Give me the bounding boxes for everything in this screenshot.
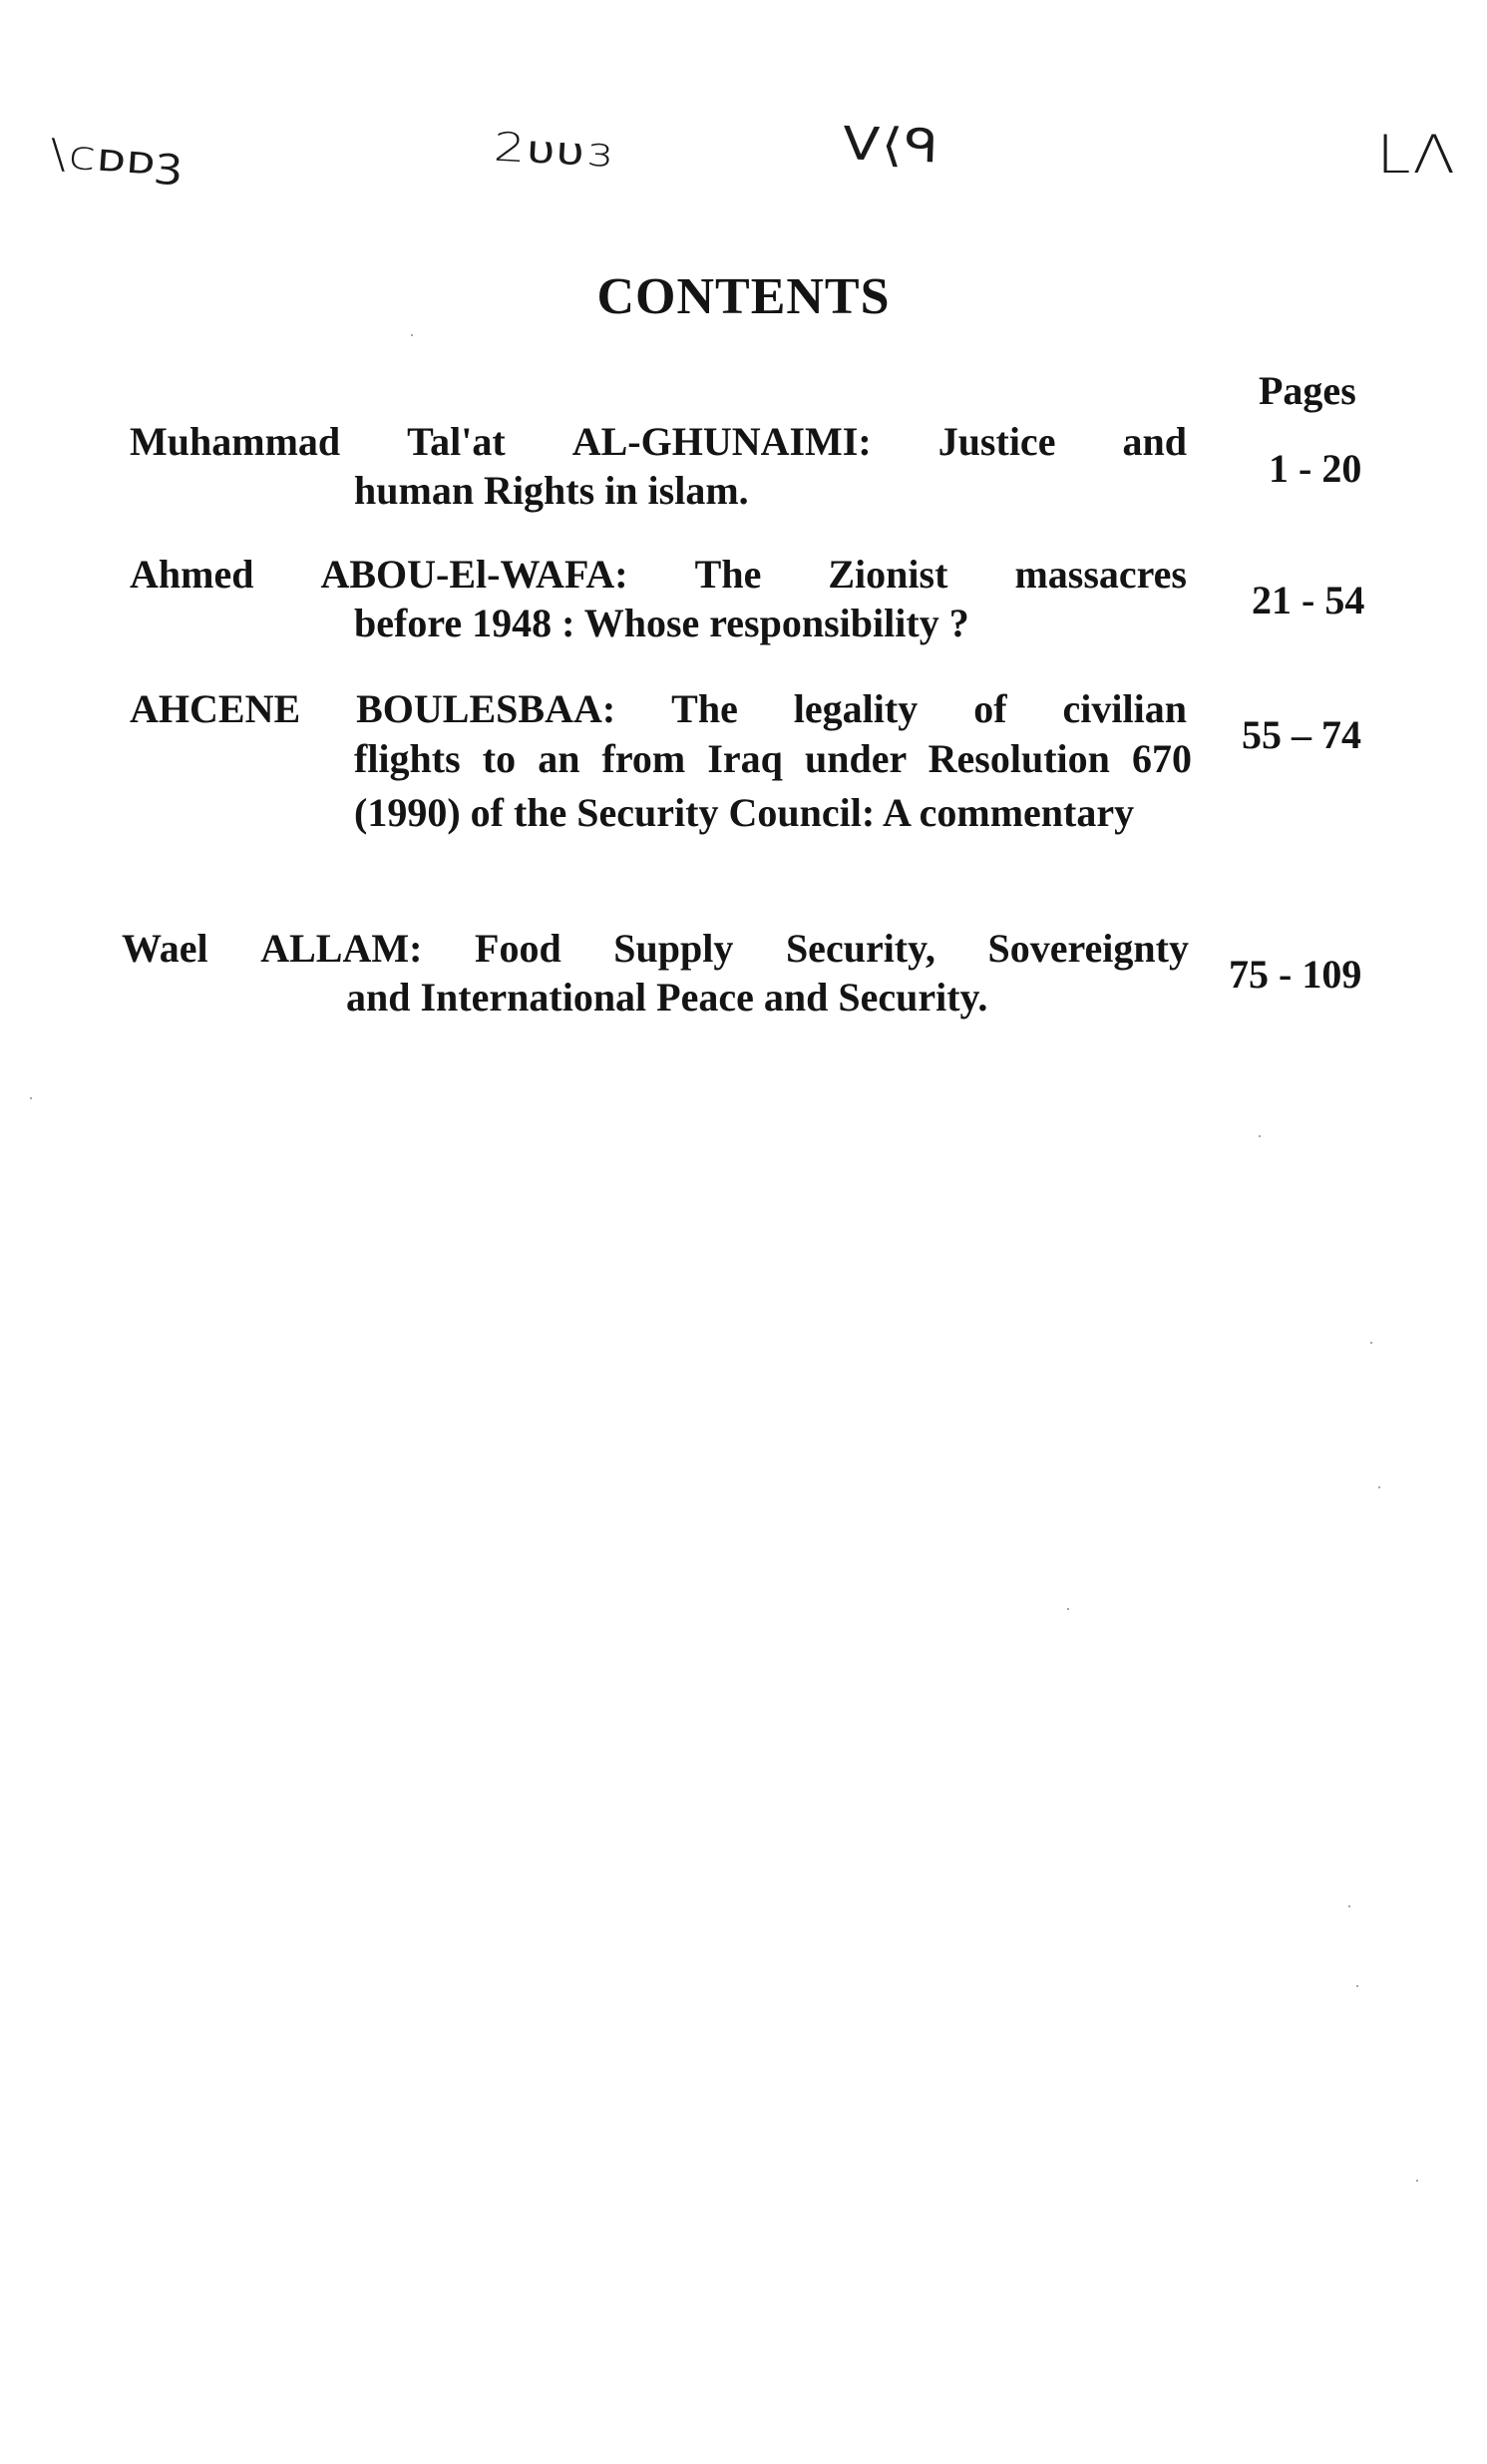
toc-word: ABOU-El-WAFA: bbox=[320, 552, 628, 597]
toc-entry-continuation: human Rights in islam. bbox=[354, 468, 749, 513]
toc-page-range: 55 – 74 bbox=[1242, 712, 1361, 757]
toc-word: of bbox=[973, 686, 1007, 731]
toc-word: Security, bbox=[785, 926, 935, 971]
scan-speck bbox=[1067, 1608, 1069, 1610]
toc-word: AL-GHUNAIMI: bbox=[571, 419, 872, 464]
scan-speck bbox=[1370, 1342, 1372, 1344]
toc-word: The bbox=[671, 686, 738, 731]
handwritten-note-1: \ᴄᴅᴅꝫ bbox=[48, 130, 186, 187]
toc-entry-continuation: and International Peace and Security. bbox=[346, 975, 988, 1020]
toc-word: Ahmed bbox=[130, 552, 254, 597]
toc-entry-continuation: flights to an from Iraq under Resolution 670 (1990) of the Security Council: A commentary bbox=[354, 736, 1192, 835]
toc-entry-first-line bbox=[130, 552, 1187, 598]
scan-speck bbox=[1348, 1905, 1350, 1907]
toc-entry bbox=[130, 552, 1187, 649]
handwritten-note-2: 2ᴜᴜɜ bbox=[492, 123, 616, 177]
scan-speck bbox=[1416, 2180, 1418, 2182]
toc-entry-first-line bbox=[130, 686, 1187, 732]
toc-word: massacres bbox=[1014, 552, 1187, 597]
toc-entry bbox=[130, 686, 1192, 840]
toc-entry bbox=[122, 926, 1189, 1024]
pages-column-header: Pages bbox=[1259, 368, 1356, 413]
toc-page-range: 1 - 20 bbox=[1269, 446, 1362, 491]
toc-word: Justice bbox=[937, 419, 1056, 464]
page-title: CONTENTS bbox=[596, 268, 891, 325]
toc-word: Muhammad bbox=[130, 419, 341, 464]
toc-word: Supply bbox=[613, 926, 734, 971]
scan-speck bbox=[30, 1097, 32, 1099]
scan-speck bbox=[411, 334, 413, 336]
toc-word: legality bbox=[793, 686, 919, 731]
toc-word: ALLAM: bbox=[260, 926, 423, 971]
scan-speck bbox=[1259, 1135, 1261, 1137]
toc-word: Tal'at bbox=[407, 419, 506, 464]
toc-page-range: 21 - 54 bbox=[1252, 578, 1365, 622]
handwritten-note-3: ᐯ⟨ᑫ bbox=[842, 116, 941, 174]
toc-word: Food bbox=[475, 926, 561, 971]
toc-word: and bbox=[1122, 419, 1187, 464]
toc-entry bbox=[130, 419, 1187, 517]
handwritten-note-4: LΛ bbox=[1376, 123, 1457, 186]
toc-entry-first-line bbox=[122, 926, 1189, 972]
toc-entry-first-line bbox=[130, 419, 1187, 465]
toc-word: BOULESBAA: bbox=[356, 686, 616, 731]
toc-word: Sovereignty bbox=[987, 926, 1189, 971]
scan-speck bbox=[1356, 1985, 1358, 1987]
toc-page-range: 75 - 109 bbox=[1229, 952, 1362, 997]
toc-word: Wael bbox=[122, 926, 208, 971]
scan-speck bbox=[1378, 1486, 1380, 1488]
toc-entry-continuation: before 1948 : Whose responsibility ? bbox=[354, 601, 969, 645]
toc-word: AHCENE bbox=[130, 686, 301, 731]
toc-word: civilian bbox=[1062, 686, 1187, 731]
toc-word: Zionist bbox=[828, 552, 948, 597]
toc-word: The bbox=[694, 552, 762, 597]
